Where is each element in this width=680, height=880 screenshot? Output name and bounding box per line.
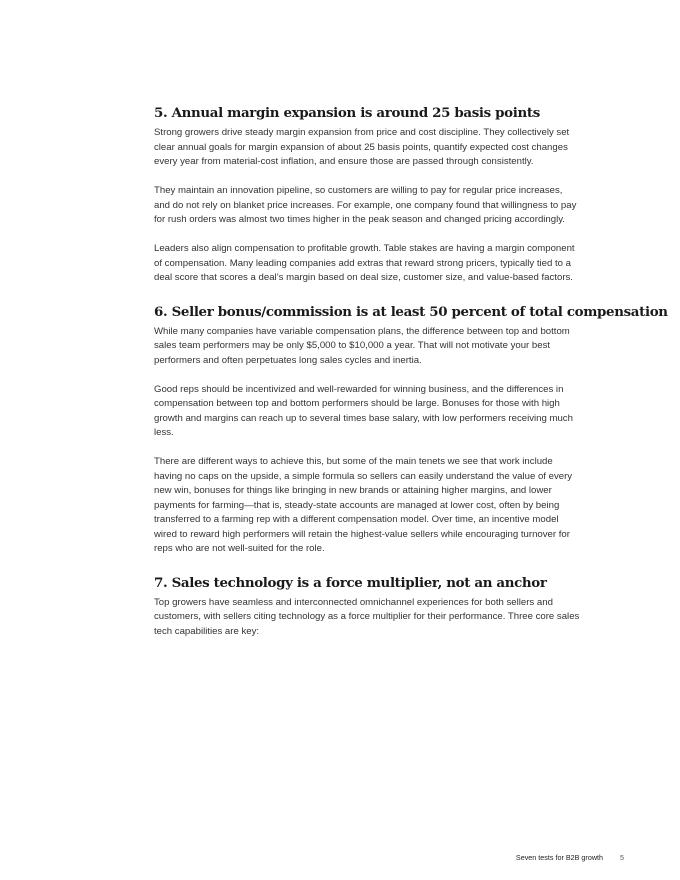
section-7 bbox=[154, 575, 580, 640]
page-number: 5 bbox=[620, 853, 624, 862]
section-heading: 5. Annual margin expansion is around 25 basis points bbox=[154, 105, 540, 121]
section-6 bbox=[154, 303, 668, 557]
paragraph: Leaders also align compensation to profitable growth. Table stakes are having a margin component of compensation. Many leading companies add extras that reward strong pricers, typically tied to a deal score that scores a deal’s margin based on deal size, customer size, and value-based factors. bbox=[154, 243, 575, 283]
paragraph: Top growers have seamless and interconnected omnichannel experiences for both sellers and customers, with sellers citing technology as a force multiplier for their performance. Three core sales tech capabilities are key: bbox=[154, 596, 580, 637]
section-heading: 6. Seller bonus/commission is at least 50 percent of total compensation bbox=[154, 303, 668, 320]
section-5 bbox=[154, 105, 580, 286]
section-heading: 7. Sales technology is a force multiplier, not an anchor bbox=[154, 574, 547, 591]
paragraph: Good reps should be incentivized and well-rewarded for winning business, and the differences in compensation between top and bottom performers should be large. Bonuses for those with high growth and margins can reach up to several times base salary, with low performers receiving much less. bbox=[154, 383, 573, 438]
paragraph: They maintain an innovation pipeline, so customers are willing to pay for regular price increases, and do not rely on blanket price increases. For example, one company found that willingness to pay for rush orders was almost two times higher in the peak season and changed pricing accordingly. bbox=[154, 185, 577, 225]
footer-title: Seven tests for B2B growth bbox=[515, 853, 603, 862]
page-footer bbox=[516, 853, 624, 862]
document-body bbox=[154, 105, 668, 639]
paragraph: While many companies have variable compensation plans, the difference between top and bottom sales team performers may be only $5,000 to $10,000 a year. That will not motivate your best performers and often perpetuates long sales cycles and inertia. bbox=[154, 325, 570, 366]
paragraph: Strong growers drive steady margin expansion from price and cost discipline. They collectively set clear annual goals for margin expansion of about 25 basis points, quantify expected cost changes every year from material-cost inflation, and ensure those are passed through consistently. bbox=[154, 127, 570, 167]
paragraph: There are different ways to achieve this, but some of the main tenets we see that work include having no caps on the upside, a simple formula so sellers can easily understand the value of every new win, bonuses for things like bringing in new brands or attaining higher margins, and lower payments for farming—that is, steady-state accounts are managed at lower cost, often by being transferred to a farming rep with a different compensation model. Over time, an incentive model wired to reward high performers will retain the highest-value sellers while encouraging turnover for reps who are not well-suited for the role. bbox=[154, 456, 573, 554]
